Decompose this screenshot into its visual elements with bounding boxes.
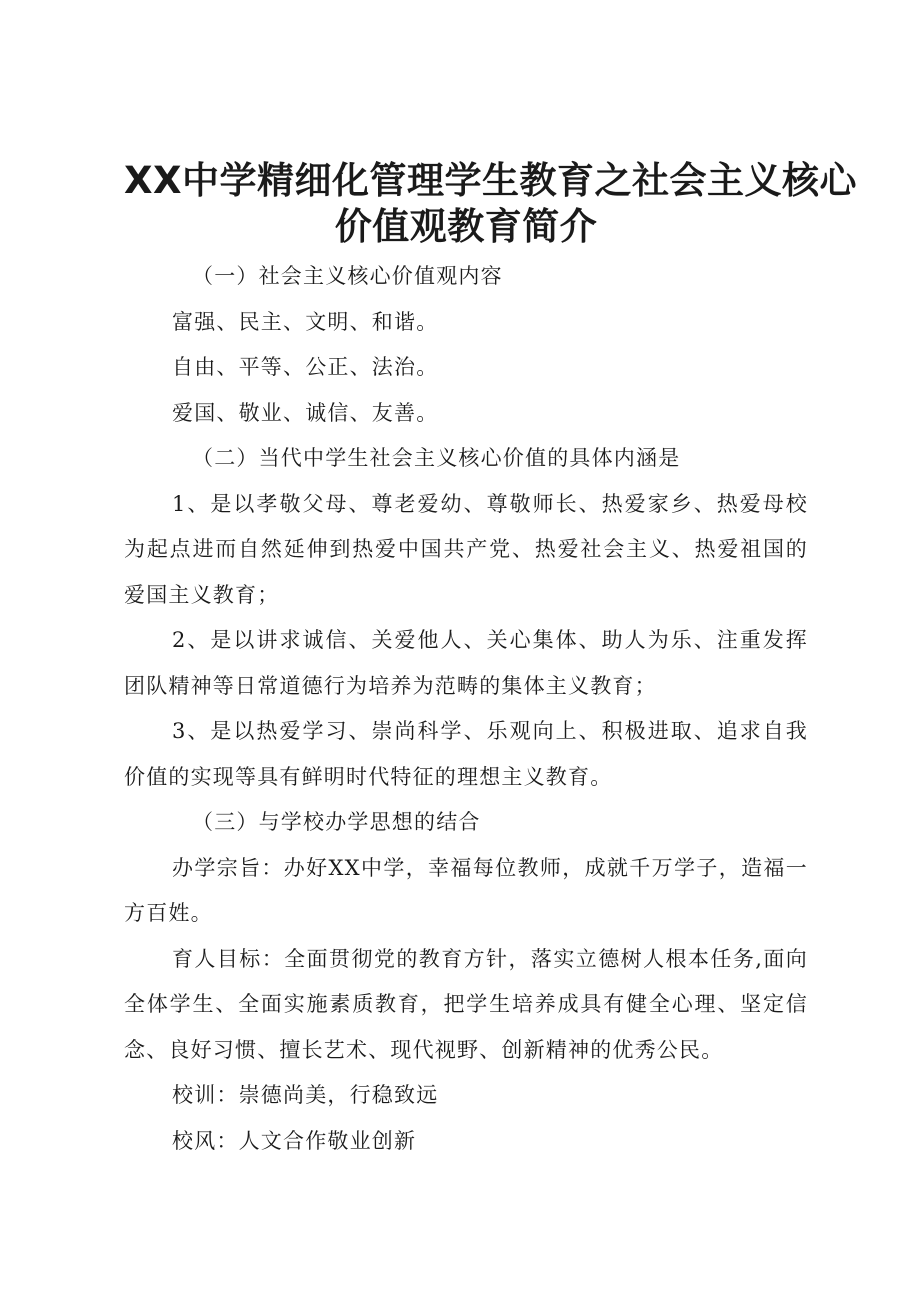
core-values-national: 富强、民主、文明、和谐。	[172, 309, 439, 334]
school-motto: 校训：崇德尚美，行稳致远	[172, 1083, 439, 1107]
school-purpose: 办学宗旨：办好XX中学，幸福每位教师，成就千万学子，造福一方百姓。	[124, 855, 808, 925]
section-heading-1: （一）社会主义核心价值观内容	[192, 264, 503, 288]
document-title	[124, 158, 858, 250]
section-heading-2: （二）当代中学生社会主义核心价值的具体内涵是	[192, 446, 681, 470]
core-values-personal: 爱国、敬业、诚信、友善。	[172, 400, 439, 425]
title-line-2: 价值观教育简介	[334, 205, 598, 248]
document-page	[124, 158, 858, 1164]
school-ethos: 校风：人文合作敬业创新	[172, 1128, 417, 1153]
connotation-item-3: 3、是以热爱学习、崇尚科学、乐观向上、积极进取、追求自我价值的实现等具有鲜明时代特征的理想主义教育。	[124, 719, 808, 789]
document-body	[124, 254, 808, 1164]
title-line-1: XX中学精细化管理学生教育之社会主义核心	[124, 159, 858, 202]
connotation-item-1: 1、是以孝敬父母、尊老爱幼、尊敬师长、热爱家乡、热爱母校为起点进而自然延伸到热爱中国共产党、热爱社会主义、热爱祖国的爱国主义教育；	[124, 491, 808, 607]
education-goal: 育人目标：全面贯彻党的教育方针，落实立德树人根本任务,面向全体学生、全面实施素质教育，把学生培养成具有健全心理、坚定信念、良好习惯、擅长艺术、现代视野、创新精神的优秀公民。	[124, 946, 808, 1062]
connotation-item-2: 2、是以讲求诚信、关爱他人、关心集体、助人为乐、注重发挥团队精神等日常道德行为培养为范畴的集体主义教育；	[124, 628, 808, 698]
core-values-social: 自由、平等、公正、法治。	[172, 355, 439, 379]
section-heading-3: （三）与学校办学思想的结合	[192, 810, 481, 834]
